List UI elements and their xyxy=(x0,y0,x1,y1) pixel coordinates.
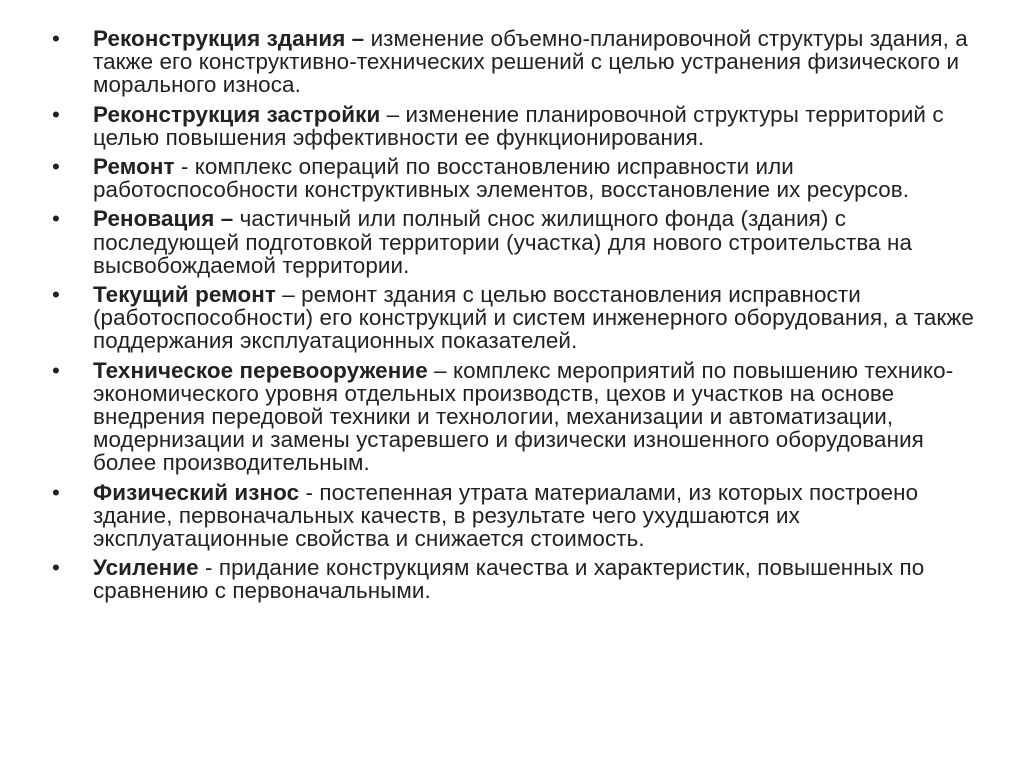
definition-item-renovation xyxy=(52,207,984,277)
bullet-icon: • xyxy=(52,26,60,51)
definition-item-strengthening xyxy=(52,556,984,602)
bullet-icon: • xyxy=(52,479,60,505)
definition: изменение объемно-планировочной структуры здания, а также его конструктивно-технических решений с целью устранения физического и морального износа. xyxy=(93,26,968,98)
definition: – ремонт здания с целью восстановления исправности (работоспособности) его конструкций и систем инженерного оборудования, а также поддержания эксплуатационных показателей. xyxy=(93,282,974,354)
bullet-icon: • xyxy=(52,357,60,383)
bullet-icon: • xyxy=(52,154,60,180)
definition-item-reconstruction-building xyxy=(52,27,984,97)
term: Текущий ремонт xyxy=(93,282,276,308)
definition: - придание конструкциям качества и характеристик, повышенных по сравнению с первоначальными. xyxy=(93,555,925,604)
definition: – изменение планировочной структуры территорий с целью повышения эффективности ее функционирования. xyxy=(93,101,944,150)
definition-item-physical-wear xyxy=(52,481,984,551)
term: Реновация – xyxy=(93,206,234,232)
term: Физический износ xyxy=(93,479,300,505)
term: Реконструкция здания – xyxy=(93,26,365,51)
definition: - комплекс операций по восстановлению исправности или работоспособности конструктивных элементов, восстановление их ресурсов. xyxy=(93,154,910,203)
definition-item-current-repair xyxy=(52,283,984,353)
definition: - постепенная утрата материалами, из которых построено здание, первоначальных качеств, в результате чего ухудшаются их эксплуатационные свойства и снижается стоимость. xyxy=(93,479,919,552)
definition: – комплекс мероприятий по повышению технико-экономического уровня отдельных производств, цехов и участков на основе внедрения передовой техники и технологии, механизации и автоматизации, модернизации и замены устаревшего и физически изношенного оборудования более производительным. xyxy=(93,357,954,476)
bullet-icon: • xyxy=(52,555,60,581)
bullet-icon: • xyxy=(52,282,60,308)
definition-item-technical-reequipment xyxy=(52,359,984,475)
term: Ремонт xyxy=(93,154,175,180)
definition-item-reconstruction-development xyxy=(52,103,984,149)
definition: частичный или полный снос жилищного фонда (здания) с последующей подготовкой территории (участка) для нового строительства на высвобождаемой территории. xyxy=(93,206,913,278)
term: Техническое перевооружение xyxy=(93,357,428,383)
term: Усиление xyxy=(93,555,199,581)
definition-item-repair xyxy=(52,155,984,201)
term: Реконструкция застройки xyxy=(93,101,381,127)
definitions-list xyxy=(52,27,984,603)
bullet-icon: • xyxy=(52,101,60,127)
bullet-icon: • xyxy=(52,206,60,232)
